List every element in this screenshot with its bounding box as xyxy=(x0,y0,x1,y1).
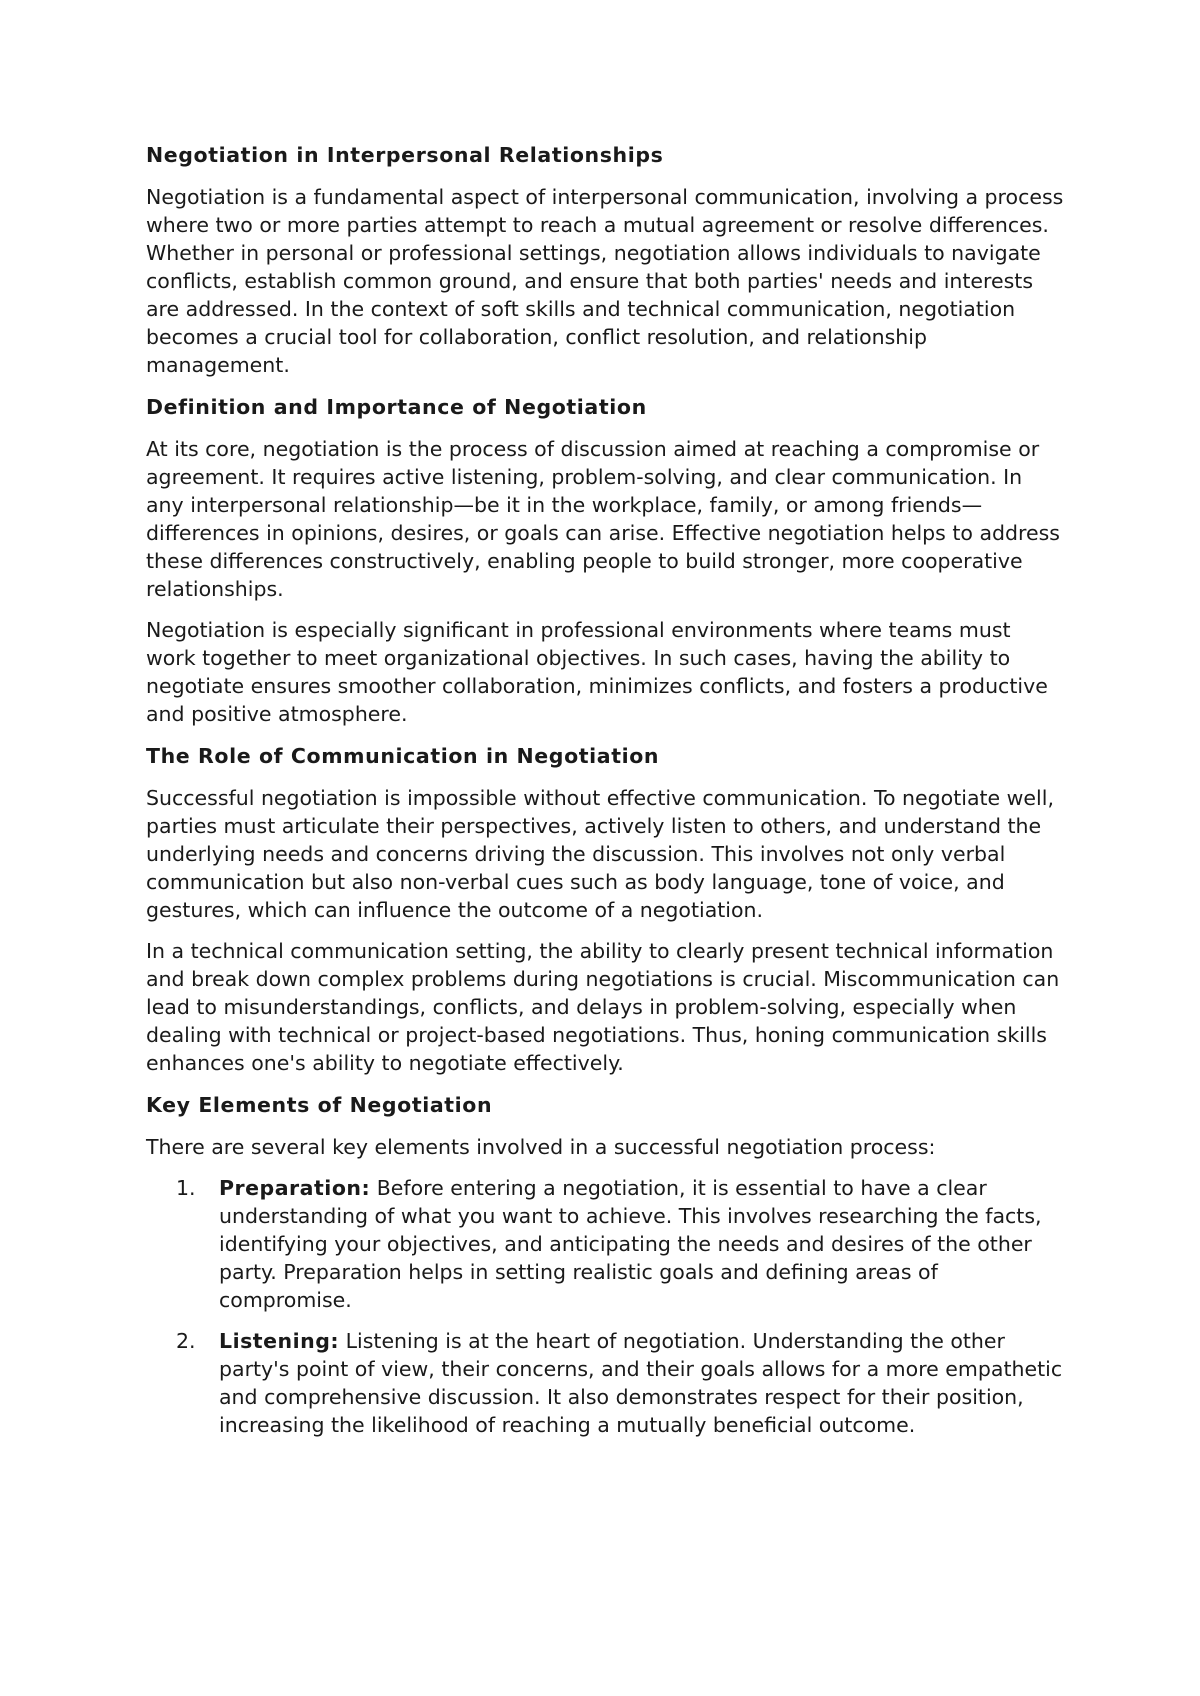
list-item-number: 2. xyxy=(176,1329,196,1353)
section-heading-key-elements: Key Elements of Negotiation xyxy=(146,1093,493,1117)
section-paragraph: Successful negotiation is impossible without effective communication. To negotiate well, parties must articulate their perspectives, actively listen to others, and understand the underlying needs and concerns driving the discussion. This involves not only verbal communication but also non-verbal cues such as body language, tone of voice, and gestures, which can influence the outcome of a negotiation. xyxy=(146,786,1054,922)
list-item xyxy=(146,1327,1066,1439)
section-paragraph: At its core, negotiation is the process of discussion aimed at reaching a compromise or agreement. It requires active listening, problem-solving, and clear communication. In any interpersonal relationship—be it in the workplace, family, or among friends—differences in opinions, desires, or goals can arise. Effective negotiation helps to address these differences constructively, enabling people to build stronger, more cooperative relationships. xyxy=(146,437,1060,601)
list-item-term: Preparation: xyxy=(219,1176,371,1200)
section-heading-definition: Definition and Importance of Negotiation xyxy=(146,395,647,419)
document-title: Negotiation in Interpersonal Relationships xyxy=(146,143,664,167)
section-paragraph: In a technical communication setting, the ability to clearly present technical information and break down complex problems during negotiations is crucial. Miscommunication can lead to misunderstandings, conflicts, and delays in problem-solving, especially when dealing with technical or project-based negotiations. Thus, honing communication skills enhances one's ability to negotiate effectively. xyxy=(146,939,1060,1075)
section-paragraph: Negotiation is especially significant in professional environments where teams must work together to meet organizational objectives. In such cases, having the ability to negotiate ensures smoother collaboration, minimizes conflicts, and fosters a productive and positive atmosphere. xyxy=(146,618,1048,726)
section-heading-communication: The Role of Communication in Negotiation xyxy=(146,744,660,768)
list-item-text: Listening is at the heart of negotiation. Understanding the other party's point of view, their concerns, and their goals allows for a more empathetic and comprehensive discussion. It also demonstrates respect for their position, increasing the likelihood of reaching a mutually beneficial outcome. xyxy=(219,1329,1063,1437)
list-item-text: Before entering a negotiation, it is essential to have a clear understanding of what you want to achieve. This involves researching the facts, identifying your objectives, and anticipating the needs and desires of the other party. Preparation helps in setting realistic goals and defining areas of compromise. xyxy=(219,1176,1042,1312)
key-elements-list xyxy=(146,1174,1066,1439)
section-paragraph: There are several key elements involved in a successful negotiation process: xyxy=(146,1135,936,1159)
list-item xyxy=(146,1174,1066,1314)
document-page xyxy=(146,140,1066,1452)
intro-paragraph: Negotiation is a fundamental aspect of interpersonal communication, involving a process where two or more parties attempt to reach a mutual agreement or resolve differences. Whether in personal or professional settings, negotiation allows individuals to navigate conflicts, establish common ground, and ensure that both parties' needs and interests are addressed. In the context of soft skills and technical communication, negotiation becomes a crucial tool for collaboration, conflict resolution, and relationship management. xyxy=(146,185,1064,377)
list-item-number: 1. xyxy=(176,1176,196,1200)
list-item-term: Listening: xyxy=(219,1329,340,1353)
